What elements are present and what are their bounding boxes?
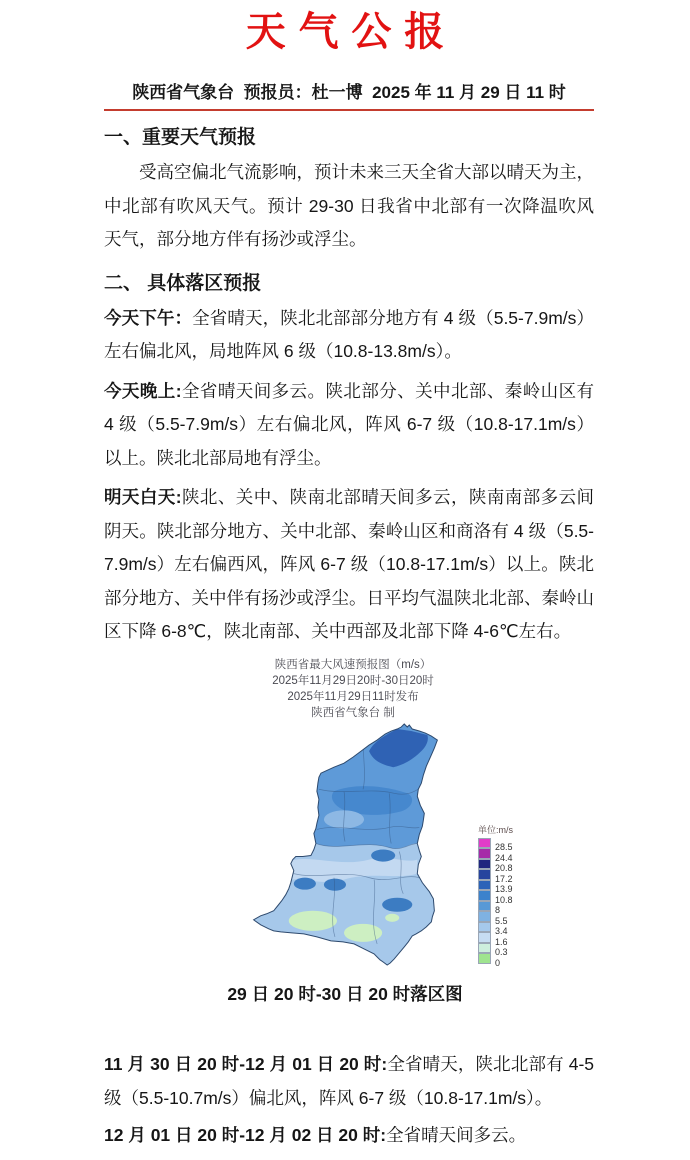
legend-tick-label: 3.4 xyxy=(495,926,508,936)
map-patch-green-ankang xyxy=(344,923,382,941)
legend-swatch xyxy=(478,838,491,849)
map-patch-dark-central-east xyxy=(371,849,395,861)
legend-row xyxy=(478,838,513,852)
map-and-legend xyxy=(0,721,690,967)
legend-swatch xyxy=(478,848,491,859)
section-1-heading: 一、重要天气预报 xyxy=(104,127,257,148)
legend-swatch xyxy=(478,901,491,912)
legend-title: 单位:m/s xyxy=(478,824,513,835)
legend-tick-label: 1.6 xyxy=(495,936,508,947)
paragraph-text: 全省晴天间多云。陕北部分、关中北部、秦岭山区有 4 级（5.5-7.9m/s）左右偏北风，阵风 6-7 级（10.8-17.1m/s）以上。陕北北部局地有浮尘。 xyxy=(104,380,599,468)
paragraph-text: 陕北、关中、陕南北部晴天间多云，陕南南部多云间阴天。陕北部分地方、关中北部、秦岭山区和商洛有 4 级（5.5-7.9m/s）左右偏西风，阵风 6-7 级（10.8-17.1m/s）以上。陕北部分地方、关中伴有扬沙或浮尘。日平均气温陕北北部、秦岭山区下降 6-8℃，陕北南部、关中西部及北部下降 4-6℃左右。 xyxy=(104,487,595,641)
legend-scale xyxy=(478,838,513,968)
paragraph-text: 全省晴天，陕北北部部分地方有 4 级（5.5-7.9m/s）左右偏北风，局地阵风 6 级（10.8-13.8m/s）。 xyxy=(104,307,595,361)
map-legend xyxy=(478,721,513,968)
map-patch-green-small xyxy=(385,913,399,921)
map-patch-dark-qinling xyxy=(324,878,346,890)
legend-tick-label: 0.3 xyxy=(495,947,508,957)
forecast-paragraph-nov30 xyxy=(104,1047,599,1116)
legend-tick-label: 28.5 xyxy=(495,842,513,852)
forecast-paragraph-tomorrow xyxy=(104,481,594,649)
forecast-paragraph-tonight xyxy=(104,375,599,476)
legend-tick-label: 8 xyxy=(495,905,501,915)
legend-swatch xyxy=(478,922,491,933)
page-title: 天气公报 xyxy=(245,10,457,54)
content-area xyxy=(0,82,690,649)
paragraph-lead: 今天晚上: xyxy=(104,380,182,401)
legend-swatch xyxy=(478,869,491,880)
wind-speed-map-figure xyxy=(0,657,690,1005)
byline: 陕西省气象台 预报员：杜一博 2025 年 11 月 29 日 11 时 xyxy=(104,82,594,111)
map-patch-dark-southeast xyxy=(382,897,412,911)
legend-tick-label: 10.8 xyxy=(495,894,513,905)
legend-swatch xyxy=(478,880,491,891)
section-1-body: 受高空偏北气流影响，预计未来三天全省大部以晴天为主，中北部有吹风天气。预计 29-30 日我省中北部有一次降温吹风天气，部分地方伴有扬沙或浮尘。 xyxy=(104,162,594,249)
map-title-block xyxy=(250,657,456,721)
map-title-line: 陕西省最大风速预报图（m/s） xyxy=(274,658,432,671)
paragraph-lead: 12 月 01 日 20 时-12 月 02 日 20 时: xyxy=(104,1124,387,1145)
map-title-line: 2025年11月29日20时-30日20时 xyxy=(272,674,434,687)
map-caption: 29 日 20 时-30 日 20 时落区图 xyxy=(227,983,463,1004)
paragraph-lead: 11 月 30 日 20 时-12 月 01 日 20 时: xyxy=(104,1053,388,1074)
legend-swatch xyxy=(478,890,491,901)
section-2-heading: 二、 具体落区预报 xyxy=(104,272,262,294)
legend-tick-label: 5.5 xyxy=(495,915,508,926)
map-patch-green-hanzhong xyxy=(289,910,337,930)
paragraph-lead: 今天下午： xyxy=(104,307,193,328)
forecast-paragraph-today-afternoon xyxy=(104,302,594,369)
legend-tick-label: 24.4 xyxy=(495,852,513,863)
forecast-paragraph-dec01 xyxy=(104,1118,594,1153)
legend-swatch xyxy=(478,943,491,954)
footer-forecast-block xyxy=(0,1047,690,1153)
legend-tick-label: 17.2 xyxy=(495,873,513,884)
paragraph-text: 全省晴天间多云。 xyxy=(386,1124,527,1145)
map-patch-dark-baoji xyxy=(294,877,316,889)
shaanxi-wind-map xyxy=(248,721,440,967)
legend-tick-label: 13.9 xyxy=(495,884,513,894)
legend-tick-label: 0 xyxy=(495,957,501,968)
legend-swatch xyxy=(478,932,491,943)
legend-tick-label: 20.8 xyxy=(495,863,513,873)
legend-swatch xyxy=(478,953,491,964)
map-title-line: 陕西省气象台 制 xyxy=(311,706,395,719)
shaanxi-map-svg xyxy=(248,721,440,967)
paragraph-text: 全省晴天，陕北北部有 4-5 级（5.5-10.7m/s）偏北风，阵风 6-7 级（10.8-17.1m/s）。 xyxy=(104,1053,599,1108)
map-title-line: 2025年11月29日11时发布 xyxy=(287,690,419,703)
paragraph-lead: 明天白天: xyxy=(104,487,182,507)
legend-swatch xyxy=(478,911,491,922)
legend-swatch xyxy=(478,859,491,870)
